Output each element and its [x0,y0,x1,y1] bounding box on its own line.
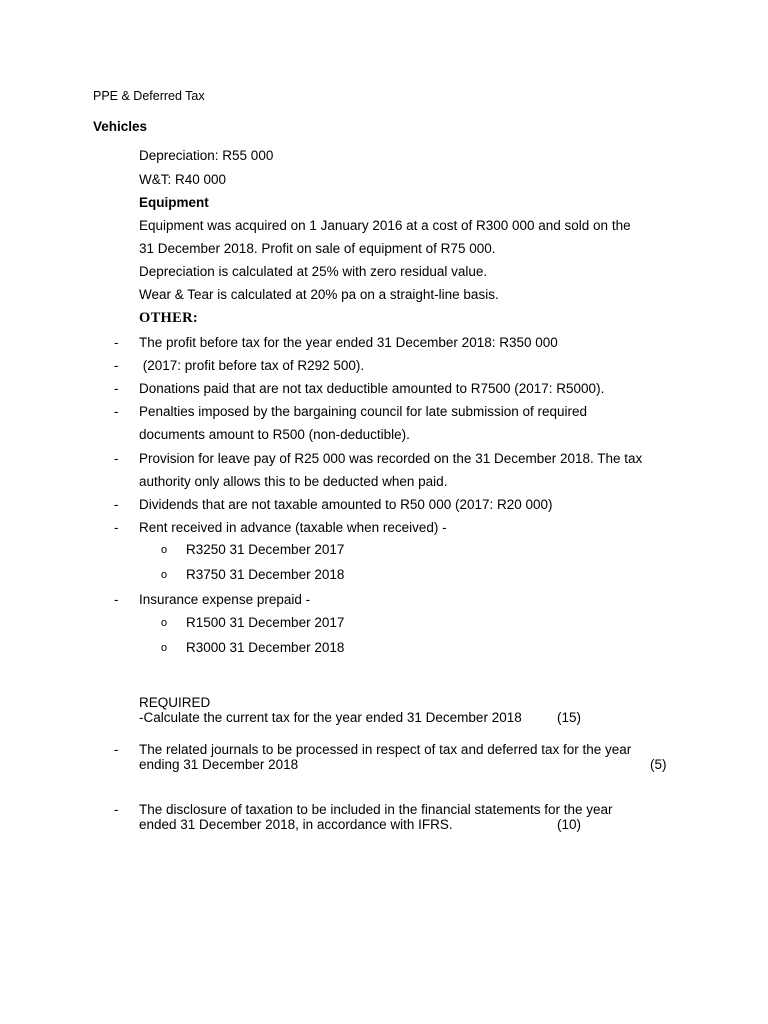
bullet-dash: - [114,381,119,396]
vehicles-wear-and-tear: W&T: R40 000 [139,172,227,187]
equipment-heading: Equipment [139,195,209,210]
vehicles-heading: Vehicles [93,119,148,134]
bullet-dash: - [114,520,119,535]
sub-bullet-circle: o [161,617,168,629]
bullet-dash: - [114,497,119,512]
other-item: (2017: profit before tax of R292 500). [139,358,365,373]
other-item-continued: authority only allows this to be deducted when paid. [139,474,448,489]
equipment-line: 31 December 2018. Profit on sale of equipment of R75 000. [139,241,496,256]
other-item-continued: documents amount to R500 (non-deductible). [139,427,410,442]
sub-item: R1500 31 December 2017 [186,615,345,630]
required-question-2: The related journals to be processed in respect of tax and deferred tax for the year [139,742,632,757]
required-question-2-marks: (5) [650,757,667,772]
other-item: The profit before tax for the year ended 31 December 2018: R350 000 [139,335,558,350]
equipment-line: Depreciation is calculated at 25% with zero residual value. [139,264,488,279]
required-question-3-continued: ended 31 December 2018, in accordance with IFRS. [139,817,453,832]
bullet-dash: - [114,404,119,419]
other-item: Insurance expense prepaid - [139,592,311,607]
vehicles-depreciation: Depreciation: R55 000 [139,148,274,163]
equipment-line: Wear & Tear is calculated at 20% pa on a straight-line basis. [139,287,499,302]
other-item: Donations paid that are not tax deductible amounted to R7500 (2017: R5000). [139,381,605,396]
required-question-2-continued: ending 31 December 2018 [139,757,299,772]
required-heading: REQUIRED [139,695,211,710]
sub-bullet-circle: o [161,569,168,581]
other-item: Dividends that are not taxable amounted to R50 000 (2017: R20 000) [139,497,553,512]
other-item: Rent received in advance (taxable when received) - [139,520,447,535]
required-question-3-marks: (10) [557,817,582,832]
bullet-dash: - [114,802,119,817]
required-question-1: -Calculate the current tax for the year ended 31 December 2018 [139,710,522,725]
bullet-dash: - [114,451,119,466]
sub-item: R3250 31 December 2017 [186,542,345,557]
sub-item: R3750 31 December 2018 [186,567,345,582]
bullet-dash: - [114,592,119,607]
document-title: PPE & Deferred Tax [93,89,205,103]
bullet-dash: - [114,742,119,757]
sub-bullet-circle: o [161,642,168,654]
other-item: Penalties imposed by the bargaining council for late submission of required [139,404,588,419]
equipment-line: Equipment was acquired on 1 January 2016 at a cost of R300 000 and sold on the [139,218,631,233]
required-question-3: The disclosure of taxation to be included in the financial statements for the year [139,802,613,817]
sub-bullet-circle: o [161,544,168,556]
required-question-1-marks: (15) [557,710,582,725]
other-heading: OTHER: [139,310,198,326]
bullet-dash: - [114,358,119,373]
bullet-dash: - [114,335,119,350]
other-item: Provision for leave pay of R25 000 was recorded on the 31 December 2018. The tax [139,451,643,466]
sub-item: R3000 31 December 2018 [186,640,345,655]
